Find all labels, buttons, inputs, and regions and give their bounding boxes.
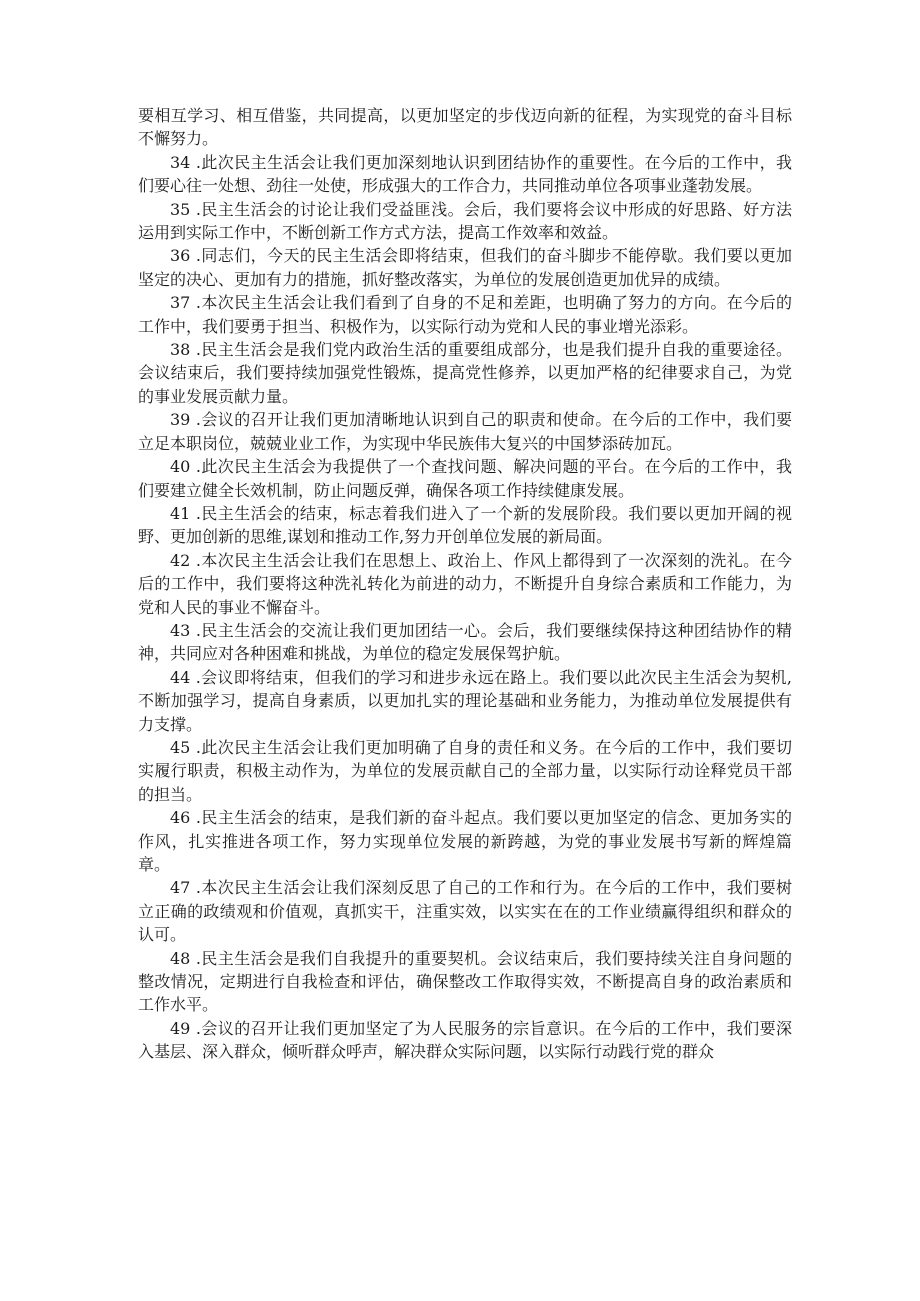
paragraph-number: 41	[170, 503, 191, 523]
document-page	[138, 104, 792, 1064]
paragraph-text: 民主生活会的讨论让我们受益匪浅。会后，我们要将会议中形成的好思路、好方法运用到实际工作中，不断创新工作方式方法，提高工作效率和效益。	[138, 199, 792, 243]
paragraph-number: 42	[170, 550, 191, 570]
paragraph-46: 46 .民主生活会的结束，是我们新的奋斗起点。我们要以更加坚定的信念、更加务实的作风，扎实推进各项工作，努力实现单位发展的新跨越，为党的事业发展书写新的辉煌篇章。	[138, 808, 792, 874]
paragraph-text: 要相互学习、相互借鉴，共同提高，以更加坚定的步伐迈向新的征程，为实现党的奋斗目标不懈努力。	[138, 106, 792, 149]
paragraph-text: 本次民主生活会让我们在思想上、政治上、作风上都得到了一次深刻的洗礼。在今后的工作中，我们要将这种洗礼转化为前进的动力，不断提升自身综合素质和工作能力，为党和人民的事业不懈奋斗。	[138, 550, 792, 617]
paragraph-text: 此次民主生活会让我们更加深刻地认识到团结协作的重要性。在今后的工作中，我们要心往一处想、劲往一处使，形成强大的工作合力，共同推动单位各项事业蓬勃发展。	[138, 152, 792, 196]
paragraph-text: 此次民主生活会让我们更加明确了自身的责任和义务。在今后的工作中，我们要切实履行职责，积极主动作为，为单位的发展贡献自己的全部力量，以实际行动诠释党员干部的担当。	[138, 737, 792, 804]
paragraph-38: 38 .民主生活会是我们党内政治生活的重要组成部分，也是我们提升自我的重要途径。会议结束后，我们要持续加强党性锻炼，提高党性修养，以更加严格的纪律要求自己，为党的事业发展贡献力量。	[138, 340, 792, 406]
paragraph-39: 39 .会议的召开让我们更加清晰地认识到自己的职责和使命。在今后的工作中，我们要立足本职岗位，兢兢业业工作，为实现中华民族伟大复兴的中国梦添砖加瓦。	[138, 410, 792, 453]
paragraph-number: 39	[170, 410, 191, 430]
paragraph-34: 34 .此次民主生活会让我们更加深刻地认识到团结协作的重要性。在今后的工作中，我们要心往一处想、劲往一处使，形成强大的工作合力，共同推动单位各项事业蓬勃发展。	[138, 152, 792, 196]
paragraph-43: 43 .民主生活会的交流让我们更加团结一心。会后，我们要继续保持这种团结协作的精神，共同应对各种困难和挑战，为单位的稳定发展保驾护航。	[138, 620, 792, 664]
paragraph-48: 48 .民主生活会是我们自我提升的重要契机。会议结束后，我们要持续关注自身问题的整改情况，定期进行自我检查和评估，确保整改工作取得实效，不断提高自身的政治素质和工作水平。	[138, 948, 792, 1015]
paragraph-text: 民主生活会的结束，标志着我们进入了一个新的发展阶段。我们要以更加开阔的视野、更加创新的思维,谋划和推动工作,努力开创单位发展的新局面。	[138, 503, 792, 547]
paragraph-text: 本次民主生活会让我们看到了自身的不足和差距，也明确了努力的方向。在今后的工作中，我们要勇于担当、积极作为，以实际行动为党和人民的事业增光添彩。	[138, 293, 792, 336]
paragraph-45: 45 .此次民主生活会让我们更加明确了自身的责任和义务。在今后的工作中，我们要切实履行职责，积极主动作为，为单位的发展贡献自己的全部力量，以实际行动诠释党员干部的担当。	[138, 737, 792, 804]
paragraph-40: 40 .此次民主生活会为我提供了一个查找问题、解决问题的平台。在今后的工作中，我们要建立健全长效机制，防止问题反弹，确保各项工作持续健康发展。	[138, 457, 792, 500]
paragraph-text: 民主生活会的结束，是我们新的奋斗起点。我们要以更加坚定的信念、更加务实的作风，扎实推进各项工作，努力实现单位发展的新跨越，为党的事业发展书写新的辉煌篇章。	[138, 808, 792, 874]
paragraph-number: 48	[170, 948, 191, 968]
paragraph-36: 36 .同志们，今天的民主生活会即将结束，但我们的奋斗脚步不能停歇。我们要以更加坚定的决心、更加有力的措施，抓好整改落实，为单位的发展创造更加优异的成绩。	[138, 246, 792, 289]
paragraph-number: 34	[170, 152, 191, 172]
paragraph-42: 42 .本次民主生活会让我们在思想上、政治上、作风上都得到了一次深刻的洗礼。在今后的工作中，我们要将这种洗礼转化为前进的动力，不断提升自身综合素质和工作能力，为党和人民的事业不懈奋斗。	[138, 550, 792, 617]
paragraph-continued	[138, 104, 792, 151]
paragraph-44: 44 .会议即将结束，但我们的学习和进步永远在路上。我们要以此次民主生活会为契机,不断加强学习，提高自身素质，以更加扎实的理论基础和业务能力，为推动单位发展提供有力支撑。	[138, 667, 793, 734]
paragraph-47: 47 .本次民主生活会让我们深刻反思了自己的工作和行为。在今后的工作中，我们要树立正确的政绩观和价值观，真抓实干，注重实效，以实实在在的工作业绩赢得组织和群众的认可。	[138, 878, 792, 945]
paragraph-text: 民主生活会是我们自我提升的重要契机。会议结束后，我们要持续关注自身问题的整改情况，定期进行自我检查和评估，确保整改工作取得实效，不断提高自身的政治素质和工作水平。	[138, 948, 792, 1015]
paragraph-text: 会议即将结束，但我们的学习和进步永远在路上。我们要以此次民主生活会为契机,不断加强学习，提高自身素质，以更加扎实的理论基础和业务能力，为推动单位发展提供有力支撑。	[138, 667, 793, 734]
paragraph-49: 49 .会议的召开让我们更加坚定了为人民服务的宗旨意识。在今后的工作中，我们要深入基层、深入群众，倾听群众呼声，解决群众实际问题，以实际行动践行党的群众	[138, 1018, 792, 1062]
paragraph-text: 此次民主生活会为我提供了一个查找问题、解决问题的平台。在今后的工作中，我们要建立健全长效机制，防止问题反弹，确保各项工作持续健康发展。	[138, 457, 792, 500]
paragraph-41: 41 .民主生活会的结束，标志着我们进入了一个新的发展阶段。我们要以更加开阔的视野、更加创新的思维,谋划和推动工作,努力开创单位发展的新局面。	[138, 503, 792, 547]
paragraph-number: 47	[170, 878, 191, 898]
paragraph-number: 38	[170, 340, 191, 360]
paragraph-number: 49	[170, 1018, 191, 1038]
paragraph-37: 37 .本次民主生活会让我们看到了自身的不足和差距，也明确了努力的方向。在今后的工作中，我们要勇于担当、积极作为，以实际行动为党和人民的事业增光添彩。	[138, 293, 792, 336]
paragraph-number: 43	[170, 620, 191, 640]
paragraph-number: 46	[170, 808, 191, 828]
paragraph-number: 44	[170, 667, 191, 687]
paragraph-number: 36	[170, 246, 191, 266]
paragraph-text: 本次民主生活会让我们深刻反思了自己的工作和行为。在今后的工作中，我们要树立正确的政绩观和价值观，真抓实干，注重实效，以实实在在的工作业绩赢得组织和群众的认可。	[138, 878, 792, 945]
paragraph-number: 40	[170, 457, 191, 477]
paragraph-text: 同志们，今天的民主生活会即将结束，但我们的奋斗脚步不能停歇。我们要以更加坚定的决心、更加有力的措施，抓好整改落实，为单位的发展创造更加优异的成绩。	[138, 246, 792, 289]
paragraph-text: 会议的召开让我们更加清晰地认识到自己的职责和使命。在今后的工作中，我们要立足本职岗位，兢兢业业工作，为实现中华民族伟大复兴的中国梦添砖加瓦。	[138, 410, 792, 453]
paragraph-number: 35	[170, 199, 191, 219]
paragraph-text: 民主生活会是我们党内政治生活的重要组成部分，也是我们提升自我的重要途径。会议结束后，我们要持续加强党性锻炼，提高党性修养，以更加严格的纪律要求自己，为党的事业发展贡献力量。	[138, 340, 792, 406]
paragraph-number: 37	[170, 293, 191, 313]
paragraph-35: 35 .民主生活会的讨论让我们受益匪浅。会后，我们要将会议中形成的好思路、好方法运用到实际工作中，不断创新工作方式方法，提高工作效率和效益。	[138, 199, 792, 243]
paragraph-number: 45	[170, 737, 191, 757]
paragraph-text: 会议的召开让我们更加坚定了为人民服务的宗旨意识。在今后的工作中，我们要深入基层、深入群众，倾听群众呼声，解决群众实际问题，以实际行动践行党的群众	[138, 1018, 792, 1062]
paragraph-text: 民主生活会的交流让我们更加团结一心。会后，我们要继续保持这种团结协作的精神，共同应对各种困难和挑战，为单位的稳定发展保驾护航。	[138, 620, 792, 664]
